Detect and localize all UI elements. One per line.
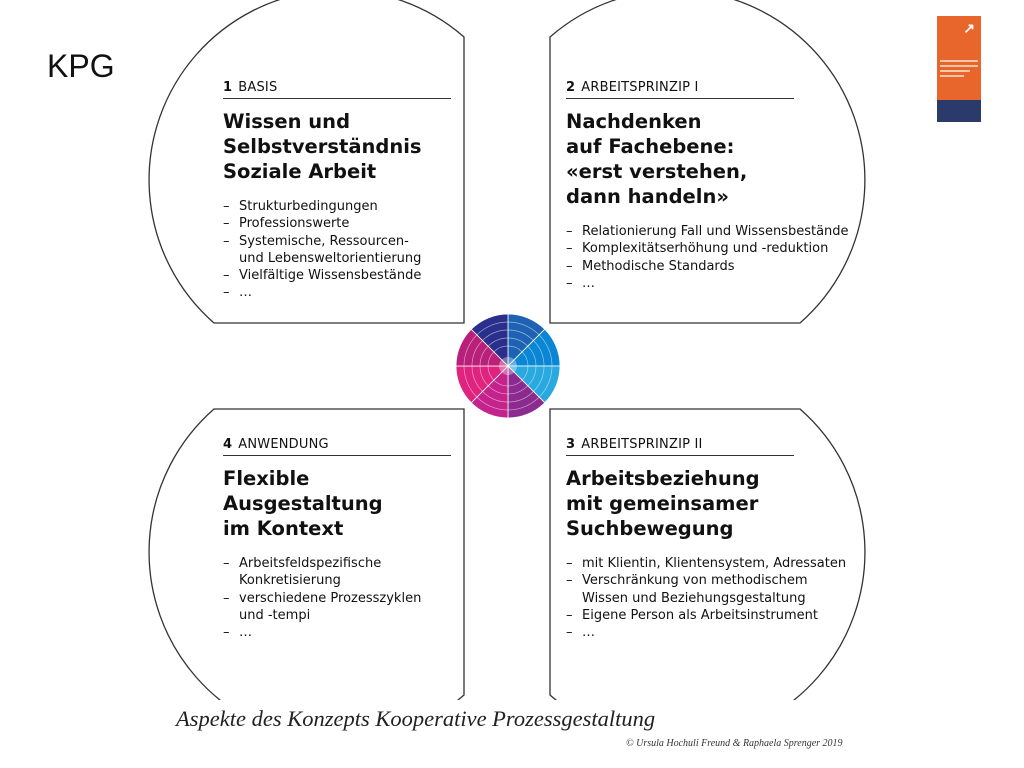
quadrant-list: [566, 555, 866, 641]
center-color-wheel: [456, 314, 560, 418]
quadrant-label: ARBEITSPRINZIP II: [581, 437, 703, 452]
arrow-icon: ↗: [963, 20, 975, 36]
caption: Aspekte des Konzepts Kooperative Prozessgestaltung: [176, 706, 656, 731]
list-item: – …: [223, 624, 523, 641]
quadrant-title: Arbeitsbeziehung mit gemeinsamer Suchbewegung: [566, 467, 760, 540]
quadrant-header: [566, 437, 794, 456]
quadrant-list: [223, 555, 523, 641]
list-item: – Relationierung Fall und Wissensbestände: [566, 223, 866, 240]
quadrant-title: Nachdenken auf Fachebene: «erst verstehen, dann handeln»: [566, 110, 748, 208]
list-item: – Methodische Standards: [566, 258, 866, 275]
quadrant-title: Wissen und Selbstverständnis Soziale Arbeit: [223, 110, 422, 183]
slide-title: KPG: [47, 48, 115, 84]
list-item: – …: [566, 624, 866, 641]
list-item: – Eigene Person als Arbeitsinstrument: [566, 607, 866, 624]
quadrant-header: [566, 80, 794, 99]
quadrant-2: [566, 80, 866, 292]
quadrant-4: [223, 437, 523, 641]
list-item: – Arbeitsfeldspezifische Konkretisierung: [223, 555, 523, 590]
list-item: – Professionswerte: [223, 215, 523, 232]
list-item: – Verschränkung von methodischem Wissen und Beziehungsgestaltung: [566, 572, 866, 607]
list-item: – mit Klientin, Klientensystem, Adressaten: [566, 555, 866, 572]
quadrant-number: 4: [223, 437, 233, 452]
quadrant-title: Flexible Ausgestaltung im Kontext: [223, 467, 383, 540]
quadrant-label: BASIS: [238, 80, 278, 95]
quadrant-header: [223, 80, 451, 99]
quadrant-number: 2: [566, 80, 576, 95]
book-title-lines: [940, 60, 978, 80]
list-item: – …: [566, 275, 866, 292]
quadrant-number: 3: [566, 437, 576, 452]
quadrant-number: 1: [223, 80, 233, 95]
list-item: – Vielfältige Wissensbestände: [223, 267, 523, 284]
list-item: – …: [223, 284, 523, 301]
quadrant-list: [223, 198, 523, 302]
quadrant-1: [223, 80, 523, 302]
quadrant-header: [223, 437, 451, 456]
quadrant-label: ARBEITSPRINZIP I: [581, 80, 699, 95]
wheel-hub: [499, 357, 517, 375]
quadrant-list: [566, 223, 866, 292]
quadrant-3: [566, 437, 866, 641]
copyright: © Ursula Hochuli Freund & Raphaela Sprenger 2019: [626, 738, 843, 749]
quadrant-label: ANWENDUNG: [238, 437, 329, 452]
list-item: – Strukturbedingungen: [223, 198, 523, 215]
list-item: – Komplexitätserhöhung und -reduktion: [566, 240, 866, 257]
list-item: – verschiedene Prozesszyklen und -tempi: [223, 590, 523, 625]
book-cover-image: [937, 16, 981, 122]
book-publisher-band: [937, 100, 981, 122]
list-item: – Systemische, Ressourcen- und Lebensweltorientierung: [223, 233, 523, 268]
